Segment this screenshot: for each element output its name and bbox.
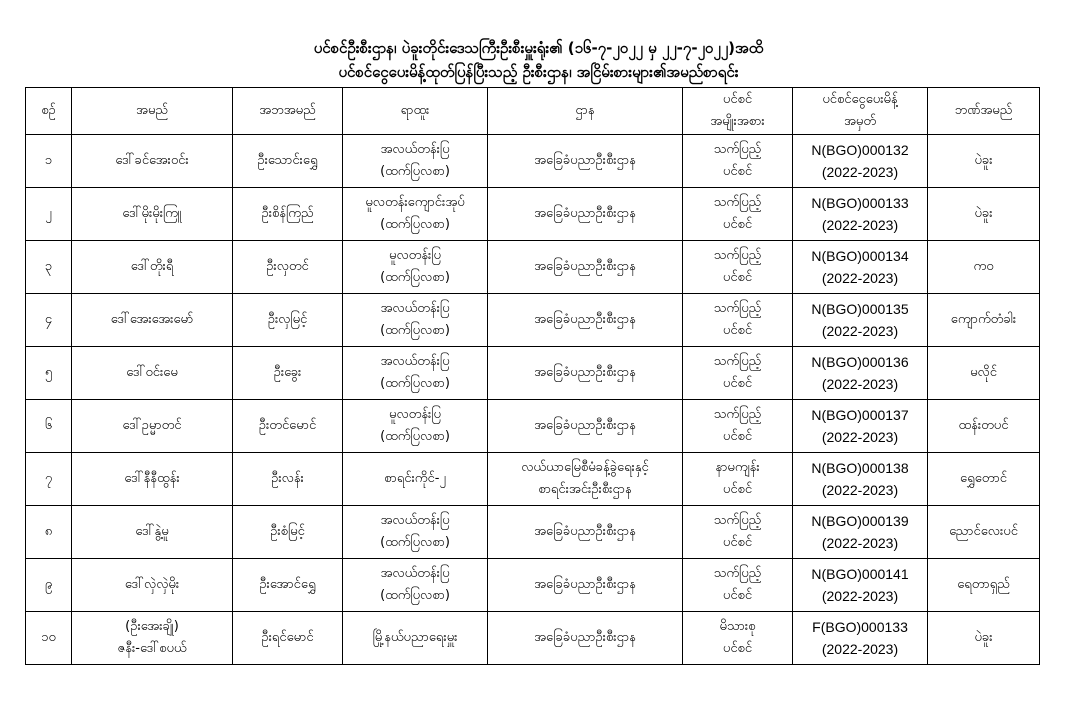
cell-department: အခြေခံပညာဦးစီးဌာန — [488, 135, 683, 188]
cell-rank: မြို့နယ်ပညာရေးမှူး — [343, 612, 488, 665]
cell-bank-name: ရေတာရှည် — [928, 559, 1040, 612]
cell-pension-order-number: N(BGO)000139 (2022-2023) — [793, 506, 928, 559]
cell-rank: အလယ်တန်းပြ (ထက်ပြလစာ) — [343, 506, 488, 559]
cell-serial: ၄ — [26, 294, 72, 347]
cell-serial: ၉ — [26, 559, 72, 612]
cell-department: အခြေခံပညာဦးစီးဌာန — [488, 612, 683, 665]
document-title-line-2: ပင်စင်ငွေပေးမိန့်ထုတ်ပြန်ပြီးသည့် ဦးစီးဌာန၊ အငြိမ်းစားများ၏အမည်စာရင်း — [338, 63, 739, 81]
cell-rank: စာရင်းကိုင်-၂ — [343, 453, 488, 506]
cell-father-name: ဦးလန်း — [233, 453, 343, 506]
table-row — [26, 347, 1040, 400]
table-row — [26, 612, 1040, 665]
table-row — [26, 400, 1040, 453]
cell-name: (ဦးအေးချို) ဇနီး-ဒေါ်စပယ် — [72, 612, 233, 665]
cell-serial: ၃ — [26, 241, 72, 294]
cell-bank-name: ညောင်လေးပင် — [928, 506, 1040, 559]
header-bank-name: ဘဏ်အမည် — [928, 88, 1040, 135]
cell-name: ဒေါ်ဝင်းမေ — [72, 347, 233, 400]
table-row — [26, 241, 1040, 294]
cell-name: ဒေါ်မိုးမိုးကြူ — [72, 188, 233, 241]
cell-bank-name: ပဲခူး — [928, 188, 1040, 241]
header-serial: စဉ် — [26, 88, 72, 135]
cell-father-name: ဦးခွေး — [233, 347, 343, 400]
cell-pension-order-number: N(BGO)000136 (2022-2023) — [793, 347, 928, 400]
cell-serial: ၈ — [26, 506, 72, 559]
cell-pension-type: သက်ပြည့် ပင်စင် — [683, 135, 793, 188]
cell-bank-name: ပဲခူး — [928, 612, 1040, 665]
cell-pension-order-number: N(BGO)000138 (2022-2023) — [793, 453, 928, 506]
header-father-name: အဘအမည် — [233, 88, 343, 135]
cell-department: လယ်ယာမြေစီမံခန့်ခွဲရေးနှင့် စာရင်းအင်းဦးစီးဌာန — [488, 453, 683, 506]
cell-serial: ၅ — [26, 347, 72, 400]
cell-pension-order-number: F(BGO)000133 (2022-2023) — [793, 612, 928, 665]
cell-name: ဒေါ်လှဲလှဲမိုး — [72, 559, 233, 612]
cell-bank-name: ကဝ — [928, 241, 1040, 294]
table-row — [26, 453, 1040, 506]
cell-bank-name: ထန်းတပင် — [928, 400, 1040, 453]
cell-department: အခြေခံပညာဦးစီးဌာန — [488, 559, 683, 612]
cell-serial: ၁၀ — [26, 612, 72, 665]
cell-name: ဒေါ်တိုးရီ — [72, 241, 233, 294]
cell-rank: အလယ်တန်းပြ (ထက်ပြလစာ) — [343, 559, 488, 612]
cell-father-name: ဦးစံမြင့် — [233, 506, 343, 559]
cell-pension-type: သက်ပြည့် ပင်စင် — [683, 294, 793, 347]
cell-rank: အလယ်တန်းပြ (ထက်ပြလစာ) — [343, 135, 488, 188]
cell-pension-type: နာမကျန်း ပင်စင် — [683, 453, 793, 506]
cell-department: အခြေခံပညာဦးစီးဌာန — [488, 241, 683, 294]
table-row — [26, 188, 1040, 241]
cell-department: အခြေခံပညာဦးစီးဌာန — [488, 400, 683, 453]
cell-department: အခြေခံပညာဦးစီးဌာန — [488, 294, 683, 347]
header-pension-order-number: ပင်စင်ငွေပေးမိန့် အမှတ် — [793, 88, 928, 135]
cell-pension-order-number: N(BGO)000133 (2022-2023) — [793, 188, 928, 241]
header-department: ဌာန — [488, 88, 683, 135]
cell-name: ဒေါ်နီနီထွန်း — [72, 453, 233, 506]
cell-rank: အလယ်တန်းပြ (ထက်ပြလစာ) — [343, 294, 488, 347]
cell-father-name: ဦးလှမြင့် — [233, 294, 343, 347]
cell-department: အခြေခံပညာဦးစီးဌာန — [488, 188, 683, 241]
cell-pension-order-number: N(BGO)000141 (2022-2023) — [793, 559, 928, 612]
header-pension-type: ပင်စင် အမျိုးအစား — [683, 88, 793, 135]
cell-pension-type: သက်ပြည့် ပင်စင် — [683, 347, 793, 400]
cell-father-name: ဦးအောင်ရွှေ — [233, 559, 343, 612]
cell-serial: ၇ — [26, 453, 72, 506]
cell-father-name: ဦးလှတင် — [233, 241, 343, 294]
cell-pension-type: သက်ပြည့် ပင်စင် — [683, 241, 793, 294]
table-row — [26, 559, 1040, 612]
cell-father-name: ဦးသောင်းရွှေ — [233, 135, 343, 188]
table-row — [26, 135, 1040, 188]
header-name: အမည် — [72, 88, 233, 135]
cell-pension-type: သက်ပြည့် ပင်စင် — [683, 188, 793, 241]
cell-bank-name: ကျောက်တံခါး — [928, 294, 1040, 347]
cell-father-name: ဦးရင်မောင် — [233, 612, 343, 665]
cell-serial: ၆ — [26, 400, 72, 453]
cell-pension-order-number: N(BGO)000135 (2022-2023) — [793, 294, 928, 347]
cell-father-name: ဦးတင်မောင် — [233, 400, 343, 453]
cell-name: ဒေါ်နွဲ့မူ — [72, 506, 233, 559]
cell-pension-type: သက်ပြည့် ပင်စင် — [683, 506, 793, 559]
cell-rank: မူလတန်းပြ (ထက်ပြလစာ) — [343, 241, 488, 294]
cell-bank-name: ရွှေတောင် — [928, 453, 1040, 506]
cell-pension-type: သက်ပြည့် ပင်စင် — [683, 400, 793, 453]
cell-bank-name: ပဲခူး — [928, 135, 1040, 188]
cell-department: အခြေခံပညာဦးစီးဌာန — [488, 347, 683, 400]
cell-pension-order-number: N(BGO)000132 (2022-2023) — [793, 135, 928, 188]
cell-pension-order-number: N(BGO)000134 (2022-2023) — [793, 241, 928, 294]
cell-rank: မူလတန်းပြ (ထက်ပြလစာ) — [343, 400, 488, 453]
pension-roster-table — [25, 87, 1040, 665]
cell-department: အခြေခံပညာဦးစီးဌာန — [488, 506, 683, 559]
cell-serial: ၁ — [26, 135, 72, 188]
header-row — [26, 88, 1040, 135]
cell-pension-type: သက်ပြည့် ပင်စင် — [683, 559, 793, 612]
cell-rank: မူလတန်းကျောင်းအုပ် (ထက်ပြလစာ) — [343, 188, 488, 241]
cell-serial: ၂ — [26, 188, 72, 241]
table-body — [26, 135, 1040, 665]
cell-pension-order-number: N(BGO)000137 (2022-2023) — [793, 400, 928, 453]
header-rank: ရာထူး — [343, 88, 488, 135]
cell-name: ဒေါ်အေးအေးမော် — [72, 294, 233, 347]
cell-rank: အလယ်တန်းပြ (ထက်ပြလစာ) — [343, 347, 488, 400]
cell-name: ဒေါ်ဥမ္မာတင် — [72, 400, 233, 453]
cell-name: ဒေါ်ခင်အေးဝင်း — [72, 135, 233, 188]
table-row — [26, 506, 1040, 559]
cell-pension-type: မိသားစု ပင်စင် — [683, 612, 793, 665]
cell-father-name: ဦးစိန်ကြည် — [233, 188, 343, 241]
table-header — [26, 88, 1040, 135]
table-row — [26, 294, 1040, 347]
document-title-line-1: ပင်စင်ဦးစီးဌာန၊ ပဲခူးတိုင်းဒေသကြီးဦးစီးမှူးရုံး၏ (၁၆-၇-၂၀၂၂ မှ ၂၂-၇-၂၀၂၂)အထိ — [313, 39, 764, 57]
cell-bank-name: မလိုင် — [928, 347, 1040, 400]
